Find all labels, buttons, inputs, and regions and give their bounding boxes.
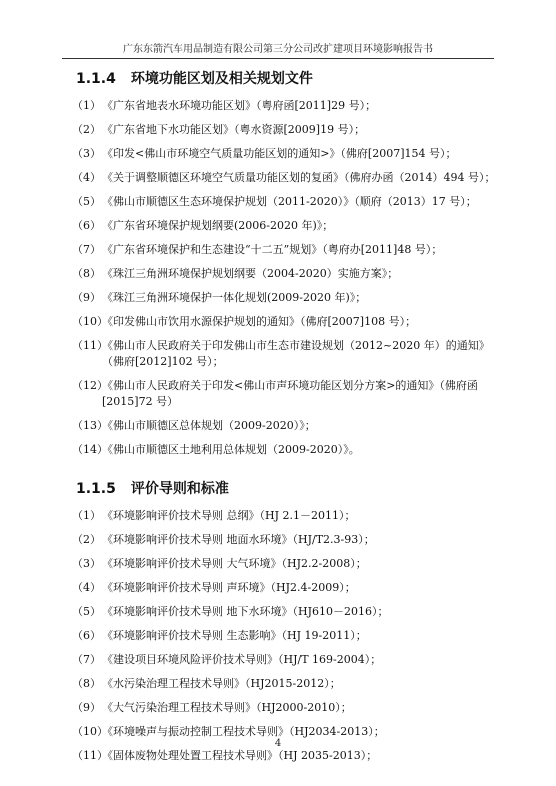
item-text: 《印发佛山市饮用水源保护规划的通知》（佛府[2007]108 号）； (102, 315, 417, 328)
list-item (72, 556, 496, 572)
item-number: （4） (72, 581, 101, 594)
item-number: （2） (72, 533, 101, 546)
list-item (72, 170, 496, 186)
item-text: 《佛山市顺德区生态环境保护规划（2011-2020）》（顺府（2013）17 号）； (102, 195, 477, 208)
list-item (72, 338, 496, 370)
item-text: 《珠江三角洲环境保护一体化规划(2009-2020 年)》； (102, 291, 367, 304)
section-heading-1-1-5 (76, 478, 496, 498)
item-text: 《广东省地表水环境功能区划》（粤府函[2011]29 号）； (102, 99, 377, 112)
list-item (72, 580, 496, 596)
item-number: （6） (72, 629, 101, 642)
item-text: 《环境影响评价技术导则 生态影响》（HJ 19-2011）； (102, 629, 367, 642)
list-item (72, 532, 496, 548)
item-text: 《广东省环境保护规划纲要(2006-2020 年)》； (102, 219, 334, 232)
item-number: （12） (72, 379, 108, 392)
section-number: 1.1.4 (76, 71, 116, 87)
item-text: 《大气污染治理工程技术导则》（HJ2000-2010）； (102, 701, 352, 714)
list-item (72, 314, 496, 330)
running-header: 广东东箭汽车用品制造有限公司第三分公司改扩建项目环境影响报告书 (62, 40, 494, 59)
list-item (72, 122, 496, 138)
list-item (72, 652, 496, 668)
item-text: 《环境影响评价技术导则 总纲》（HJ 2.1－2011）； (102, 509, 356, 522)
list-item (72, 98, 496, 114)
item-number: （2） (72, 123, 101, 136)
list-item (72, 604, 496, 620)
item-number: （4） (72, 171, 101, 184)
list-item (72, 218, 496, 234)
item-text: 《环境影响评价技术导则 大气环境》（HJ2.2-2008）； (102, 557, 367, 570)
item-text: 《关于调整顺德区环境空气质量功能区划的复函》（佛府办函（2014）494 号）； (102, 171, 496, 184)
item-number: （1） (72, 509, 101, 522)
section-title: 环境功能区划及相关规划文件 (130, 71, 313, 87)
list-item (72, 508, 496, 524)
item-text: 《印发<佛山市环境空气质量功能区划的通知>》（佛府[2007]154 号）； (102, 147, 457, 160)
item-text: 《佛山市顺德区土地利用总体规划（2009-2020）》。 (102, 443, 360, 456)
document-body (72, 62, 496, 772)
item-text: 《佛山市人民政府关于印发<佛山市声环境功能区划分方案>的通知》（佛府函[2015]72 号） (102, 379, 478, 408)
item-number: （3） (72, 147, 101, 160)
item-text: 《环境影响评价技术导则 地下水环境》（HJ610－2016）； (102, 605, 389, 618)
list-item (72, 418, 496, 434)
list-item (72, 628, 496, 644)
list-item (72, 378, 496, 410)
item-text: 《珠江三角洲环境保护规划纲要（2004-2020）实施方案》； (102, 267, 399, 280)
item-text: 《环境噪声与振动控制工程技术导则》（HJ2034-2013）； (102, 725, 385, 738)
list-item (72, 676, 496, 692)
item-number: （7） (72, 243, 101, 256)
item-text: 《佛山市人民政府关于印发佛山市生态市建设规划（2012~2020 年）的通知》（佛府[2012]102 号）； (102, 339, 490, 368)
item-text: 《广东省地下水功能区划》（粤水资源[2009]19 号）； (102, 123, 366, 136)
item-text: 《建设项目环境风险评价技术导则》（HJ/T 169-2004）； (102, 653, 382, 666)
item-text: 《环境影响评价技术导则 声环境》（HJ2.4-2009）； (102, 581, 356, 594)
section-title: 评价导则和标准 (130, 481, 229, 497)
list-item (72, 700, 496, 716)
list-item (72, 146, 496, 162)
list-item (72, 748, 496, 764)
item-number: （8） (72, 677, 101, 690)
item-number: （6） (72, 219, 101, 232)
item-number: （5） (72, 605, 101, 618)
item-number: （3） (72, 557, 101, 570)
item-number: （7） (72, 653, 101, 666)
item-number: （5） (72, 195, 101, 208)
item-number: （9） (72, 291, 101, 304)
item-number: （14） (72, 443, 108, 456)
section-heading-1-1-4 (76, 68, 496, 88)
item-number: （1） (72, 99, 101, 112)
item-number: （8） (72, 267, 101, 280)
item-text: 《水污染治理工程技术导则》（HJ2015-2012）； (102, 677, 341, 690)
item-text: 《广东省环境保护和生态建设“十二五”规划》（粤府办[2011]48 号）； (102, 243, 443, 256)
item-text: 《佛山市顺德区总体规划（2009-2020）》； (102, 419, 316, 432)
page-number: 4 (274, 738, 282, 749)
list-item (72, 290, 496, 306)
item-number: （13） (72, 419, 108, 432)
standards-list (72, 508, 496, 764)
list-item (72, 194, 496, 210)
item-number: （11） (72, 749, 108, 762)
item-text: 《环境影响评价技术导则 地面水环境》（HJ/T2.3-93）； (102, 533, 375, 546)
item-number: （10） (72, 315, 108, 328)
list-item (72, 442, 496, 458)
section-number: 1.1.5 (76, 481, 116, 497)
regulation-list (72, 98, 496, 458)
item-number: （11） (72, 339, 108, 352)
item-text: 《固体废物处理处置工程技术导则》（HJ 2035-2013）； (102, 749, 378, 762)
item-number: （10） (72, 725, 108, 738)
list-item (72, 266, 496, 282)
list-item (72, 242, 496, 258)
item-number: （9） (72, 701, 101, 714)
